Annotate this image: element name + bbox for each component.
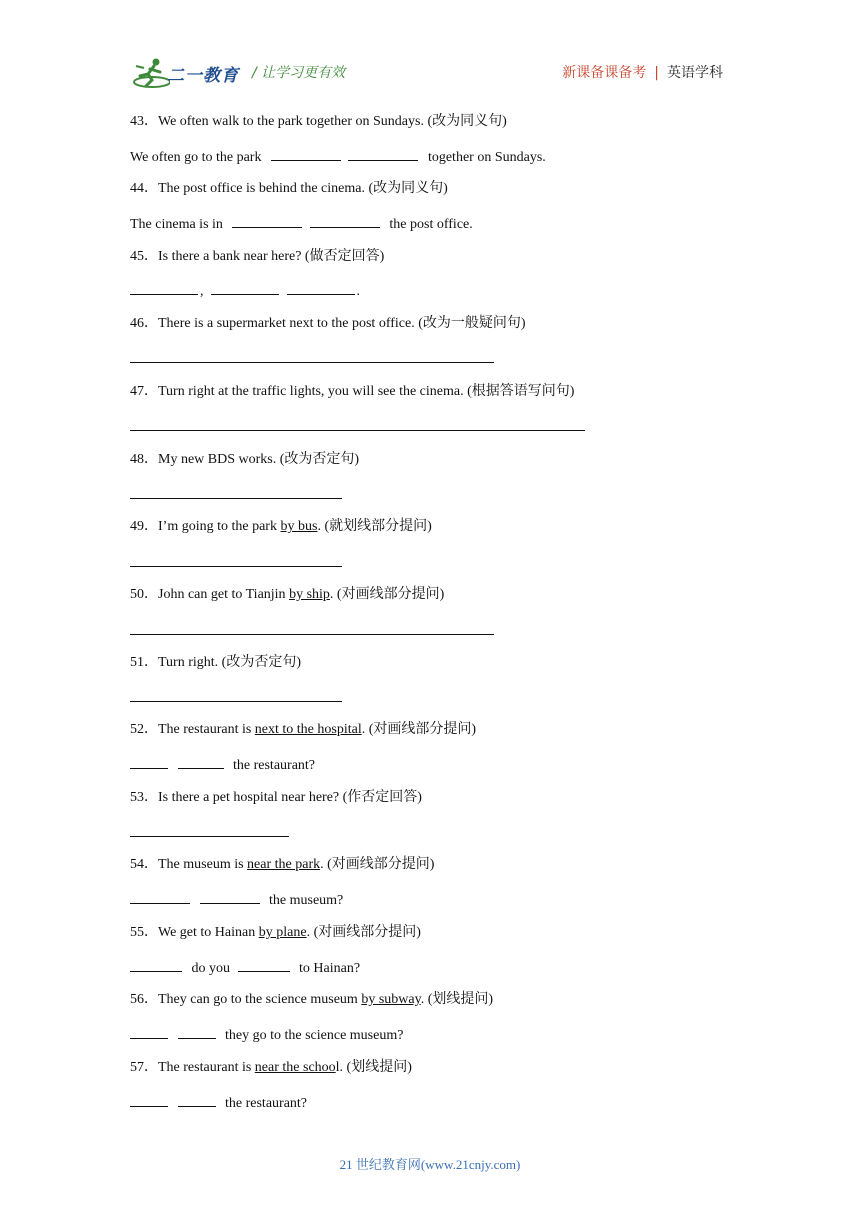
answer-text: the restaurant? — [233, 758, 316, 773]
answer-blank[interactable] — [130, 281, 198, 295]
question-55 — [130, 924, 421, 942]
answer-text: to Hainan? — [299, 961, 361, 976]
question-54 — [130, 856, 434, 874]
answer-blank[interactable] — [130, 958, 182, 972]
question-text: . (对画线部分提问) — [329, 587, 445, 602]
answer-line-49[interactable] — [130, 566, 342, 567]
answer-blank[interactable] — [178, 1093, 216, 1107]
underlined-phrase: near the schoo — [254, 1060, 336, 1075]
answer-line-50[interactable] — [130, 634, 494, 635]
subject-tag — [562, 62, 723, 82]
answer-line-51[interactable] — [130, 701, 342, 702]
answer-line-47[interactable] — [130, 430, 585, 431]
period: . — [356, 284, 360, 299]
answer-text: The cinema is in — [130, 217, 223, 232]
answer-text: the restaurant? — [225, 1096, 308, 1111]
question-text: 56．They can go to the science museum — [130, 992, 362, 1007]
answer-text: do you — [191, 961, 230, 976]
logo — [130, 56, 240, 90]
question-44: 44．The post office is behind the cinema. (改为同义句) — [130, 181, 448, 196]
answer-blank[interactable] — [271, 147, 341, 161]
answer-text: together on Sundays. — [427, 150, 546, 165]
answer-43 — [130, 147, 546, 167]
question-text: . (就划线部分提问) — [317, 519, 432, 534]
question-text: 50．John can get to Tianjin — [130, 587, 290, 602]
answer-blank[interactable] — [200, 890, 260, 904]
question-text: 54．The museum is — [130, 857, 248, 872]
answer-56 — [130, 1025, 403, 1045]
answer-line-46[interactable] — [130, 362, 494, 363]
page-footer[interactable]: 21 世纪教育网(www.21cnjy.com) — [339, 1157, 521, 1172]
answer-blank[interactable] — [232, 214, 302, 228]
answer-text: the museum? — [269, 893, 344, 908]
answer-text: they go to the science museum? — [225, 1028, 404, 1043]
question-text: l. (划线提问) — [335, 1060, 412, 1075]
question-43: 43．We often walk to the park together on Sundays. (改为同义句) — [130, 114, 507, 129]
answer-54 — [130, 890, 343, 910]
logo-text: 二一教育 — [167, 66, 239, 86]
question-49 — [130, 518, 432, 536]
answer-blank[interactable] — [130, 1093, 168, 1107]
question-56 — [130, 991, 493, 1009]
question-text: 55．We get to Hainan — [130, 925, 259, 940]
page-header — [0, 0, 860, 100]
question-text: 52．The restaurant is — [130, 722, 255, 737]
question-51: 51．Turn right. (改为否定句) — [130, 655, 301, 670]
underlined-phrase: by bus — [280, 519, 318, 534]
question-50 — [130, 586, 444, 604]
question-53: 53．Is there a pet hospital near here? (作否定回答) — [130, 790, 422, 805]
answer-blank[interactable] — [348, 147, 418, 161]
answer-blank[interactable] — [130, 755, 168, 769]
comma: , — [200, 284, 204, 299]
question-text: . (对画线部分提问) — [361, 722, 477, 737]
question-45: 45．Is there a bank near here? (做否定回答) — [130, 249, 385, 264]
answer-line-53[interactable] — [130, 836, 289, 837]
underlined-phrase: near the park — [247, 857, 321, 872]
answer-line-48[interactable] — [130, 498, 342, 499]
answer-blank[interactable] — [238, 958, 290, 972]
answer-blank[interactable] — [211, 281, 279, 295]
question-52 — [130, 721, 476, 739]
answer-blank[interactable] — [178, 755, 224, 769]
answer-44 — [130, 214, 473, 234]
question-57 — [130, 1059, 412, 1077]
question-47: 47．Turn right at the traffic lights, you will see the cinema. (根据答语写问句) — [130, 384, 575, 399]
question-text: . (对画线部分提问) — [306, 925, 421, 940]
answer-text: the post office. — [389, 217, 473, 232]
question-text: . (划线提问) — [420, 992, 494, 1007]
runner-logo-icon — [130, 56, 170, 90]
tag-left: 新课备课备考 — [562, 65, 647, 81]
question-46: 46．There is a supermarket next to the post office. (改为一般疑问句) — [130, 316, 526, 331]
slogan: / 让学习更有效 — [252, 65, 346, 81]
answer-blank[interactable] — [287, 281, 355, 295]
answer-57 — [130, 1093, 307, 1113]
question-48: 48．My new BDS works. (改为否定句) — [130, 452, 360, 467]
tag-separator: | — [654, 65, 659, 81]
underlined-phrase: by subway — [361, 992, 421, 1007]
question-text: 57．The restaurant is — [130, 1060, 255, 1075]
question-text: . (对画线部分提问) — [320, 857, 435, 872]
answer-55 — [130, 958, 360, 978]
question-text: 49．I’m going to the park — [130, 519, 281, 534]
answer-blank[interactable] — [178, 1025, 216, 1039]
underlined-phrase: next to the hospital — [254, 722, 362, 737]
answer-blank[interactable] — [130, 890, 190, 904]
answer-52 — [130, 755, 315, 775]
answer-blank[interactable] — [130, 1025, 168, 1039]
answer-45 — [130, 281, 360, 301]
tag-right: 英语学科 — [667, 65, 723, 81]
answer-text: We often go to the park — [130, 150, 262, 165]
answer-blank[interactable] — [310, 214, 380, 228]
underlined-phrase: by ship — [289, 587, 330, 602]
underlined-phrase: by plane — [258, 925, 307, 940]
